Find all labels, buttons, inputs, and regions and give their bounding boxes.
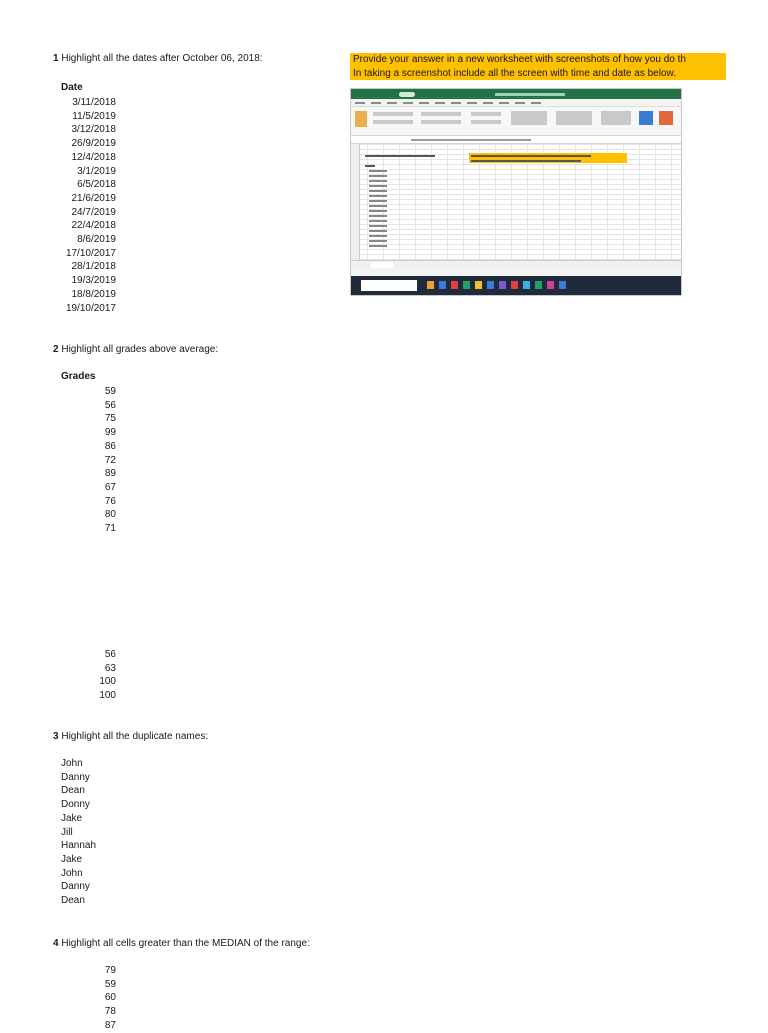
date-cell: 17/10/2017 (65, 247, 116, 259)
median-values-list (90, 964, 116, 1033)
name-cell: Danny (61, 881, 90, 893)
name-cell: Dean (61, 785, 85, 797)
value-cell: 79 (104, 965, 116, 976)
date-cell: 28/1/2018 (71, 261, 116, 273)
grade-cell: 75 (104, 413, 116, 425)
name-cell: Hannah (61, 840, 97, 852)
grade-cell: 59 (104, 386, 116, 397)
date-cell: 12/4/2018 (71, 151, 116, 163)
name-cell: John (61, 758, 83, 769)
date-cell: 19/3/2019 (71, 275, 116, 287)
date-list (62, 96, 116, 315)
date-cell: 26/9/2019 (71, 138, 116, 150)
grades-list-bottom (90, 648, 116, 703)
callout-line-1: Provide your answer in a new worksheet with screenshots of how you do th (353, 54, 686, 65)
question-3-text: Highlight all the duplicate names: (61, 731, 209, 742)
value-cell: 59 (104, 978, 116, 990)
date-cell: 22/4/2018 (71, 220, 116, 232)
name-cell: Dean (61, 895, 85, 907)
excel-title-bar (351, 89, 681, 99)
grades-header: Grades (61, 371, 96, 382)
date-cell: 21/6/2019 (71, 192, 116, 204)
name-cell: Jake (61, 853, 83, 865)
date-cell: 6/5/2018 (77, 179, 116, 191)
callout-line-2: In taking a screenshot include all the screen with time and date as below. (353, 67, 676, 79)
excel-menu-bar (351, 99, 681, 107)
grade-cell: 80 (104, 509, 116, 521)
grade-cell: 100 (99, 676, 116, 688)
names-list (61, 757, 96, 908)
grade-cell: 89 (104, 468, 116, 480)
grades-list-top (90, 385, 116, 536)
instruction-callout (350, 53, 726, 80)
date-cell: 11/5/2019 (72, 110, 116, 122)
value-cell: 78 (104, 1006, 116, 1018)
value-cell: 60 (104, 992, 116, 1004)
grade-cell: 100 (99, 690, 116, 702)
value-cell: 87 (104, 1019, 116, 1031)
grade-cell: 56 (104, 399, 116, 411)
question-2-text: Highlight all grades above average: (61, 344, 219, 355)
question-4-number: 4 (53, 938, 59, 949)
name-cell: John (61, 867, 83, 879)
question-3-number: 3 (53, 731, 59, 742)
grade-cell: 86 (104, 440, 116, 452)
question-3-title (53, 731, 208, 742)
excel-screenshot-image (350, 88, 682, 296)
excel-status-bar (351, 268, 681, 276)
question-1-number: 1 (53, 53, 59, 64)
name-cell: Jake (61, 812, 83, 824)
question-2-number: 2 (53, 344, 59, 355)
excel-formula-bar (351, 136, 681, 144)
date-cell: 19/10/2017 (65, 302, 116, 314)
name-cell: Jill (61, 826, 73, 838)
date-cell: 3/12/2018 (71, 124, 116, 136)
grade-cell: 56 (104, 649, 116, 660)
question-4-text: Highlight all cells greater than the MEDIAN of the range: (61, 938, 310, 949)
question-2-title (53, 344, 218, 355)
name-cell: Danny (61, 771, 90, 783)
name-cell: Donny (61, 799, 90, 811)
date-cell: 8/6/2019 (77, 234, 116, 246)
date-cell: 24/7/2019 (71, 206, 116, 218)
grade-cell: 99 (104, 427, 116, 439)
date-cell: 18/8/2019 (71, 288, 116, 300)
date-cell: 3/1/2019 (77, 165, 116, 177)
excel-ribbon (351, 107, 681, 136)
grade-cell: 76 (104, 495, 116, 507)
date-header: Date (61, 82, 83, 93)
date-cell: 3/11/2018 (72, 97, 116, 108)
grade-cell: 72 (104, 454, 116, 466)
grade-cell: 63 (104, 662, 116, 674)
question-4-title (53, 938, 310, 949)
question-1-title (53, 53, 263, 64)
grade-cell: 71 (104, 523, 116, 535)
windows-taskbar (351, 276, 681, 295)
question-1-text: Highlight all the dates after October 06, 2018: (61, 53, 263, 64)
grade-cell: 67 (104, 481, 116, 493)
